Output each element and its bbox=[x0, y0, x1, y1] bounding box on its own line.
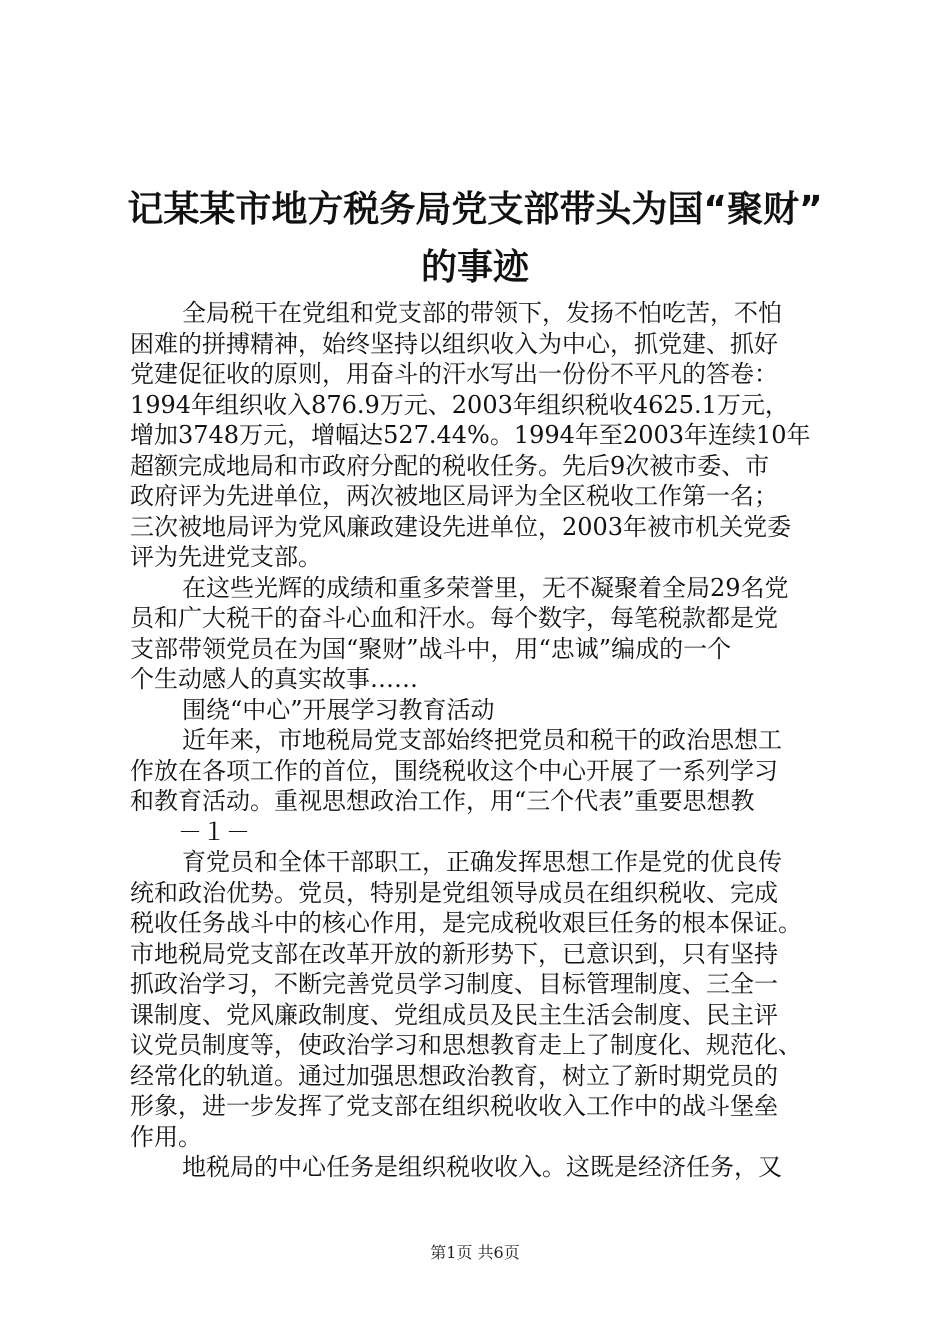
text-line: 支部带领党员在为国“聚财”战斗中，用“忠诚”编成的一个 bbox=[130, 634, 732, 663]
text-line: 超额完成地局和市政府分配的税收任务。先后9次被市委、市 bbox=[130, 451, 770, 480]
text-line: 三次被地局评为党风廉政建设先进单位，2003年被市机关党委 bbox=[130, 512, 792, 541]
text-line: 政府评为先进单位，两次被地区局评为全区税收工作第一名； bbox=[130, 482, 778, 510]
text-line: 全局税干在党组和党支部的带领下，发扬不怕吃苦，不怕 bbox=[182, 299, 782, 327]
text-line: 议党员制度等，使政治学习和思想教育走上了制度化、规范化、 bbox=[130, 1031, 802, 1059]
text-line: 作用。 bbox=[130, 1122, 202, 1151]
text-line: 地税局的中心任务是组织税收收入。这既是经济任务，又 bbox=[182, 1153, 782, 1181]
document-title-line-2: 的事迹 bbox=[420, 247, 529, 288]
page-footer: 第1页 共6页 bbox=[430, 1243, 520, 1262]
text-line: 1994年组织收入876.9万元、2003年组织税收4625.1万元， bbox=[130, 390, 789, 419]
text-line: 作放在各项工作的首位，围绕税收这个中心开展了一系列学习 bbox=[130, 756, 778, 785]
text-line: 在这些光辉的成绩和重多荣誉里，无不凝聚着全局29名党 bbox=[182, 573, 789, 602]
text-line: 市地税局党支部在改革开放的新形势下，已意识到，只有坚持 bbox=[130, 939, 778, 968]
section-heading: 围绕“中心”开展学习教育活动 bbox=[182, 695, 495, 724]
text-line: 增加3748万元，增幅达527.44%。1994年至2003年连续10年 bbox=[130, 421, 811, 449]
page-number-mark: －１－ bbox=[178, 817, 250, 846]
text-line: 统和政治优势。党员，特别是党组领导成员在组织税收、完成 bbox=[130, 878, 778, 907]
document-title-line-1: 记某某市地方税务局党支部带头为国“聚财” bbox=[127, 189, 823, 230]
text-line: 和教育活动。重视思想政治工作，用“三个代表”重要思想教 bbox=[130, 787, 755, 815]
text-line: 近年来，市地税局党支部始终把党员和税干的政治思想工 bbox=[182, 726, 782, 754]
text-line: 抓政治学习，不断完善党员学习制度、目标管理制度、三全一 bbox=[130, 970, 778, 998]
text-line: 形象，进一步发挥了党支部在组织税收收入工作中的战斗堡垒 bbox=[130, 1092, 778, 1120]
text-line: 党建促征收的原则，用奋斗的汗水写出一份份不平凡的答卷： bbox=[130, 360, 778, 388]
document-body bbox=[130, 298, 830, 1183]
text-line: 评为先进党支部。 bbox=[130, 543, 322, 571]
text-line: 个生动感人的真实故事…… bbox=[130, 665, 418, 693]
text-line: 员和广大税干的奋斗心血和汗水。每个数字，每笔税款都是党 bbox=[130, 604, 778, 632]
text-line: 课制度、党风廉政制度、党组成员及民主生活会制度、民主评 bbox=[130, 1000, 778, 1029]
text-line: 税收任务战斗中的核心作用，是完成税收艰巨任务的根本保证。 bbox=[130, 909, 802, 937]
text-line: 经常化的轨道。通过加强思想政治教育，树立了新时期党员的 bbox=[130, 1061, 778, 1090]
text-line: 困难的拼搏精神，始终坚持以组织收入为中心，抓党建、抓好 bbox=[130, 329, 778, 358]
text-line: 育党员和全体干部职工，正确发挥思想工作是党的优良传 bbox=[182, 848, 782, 876]
